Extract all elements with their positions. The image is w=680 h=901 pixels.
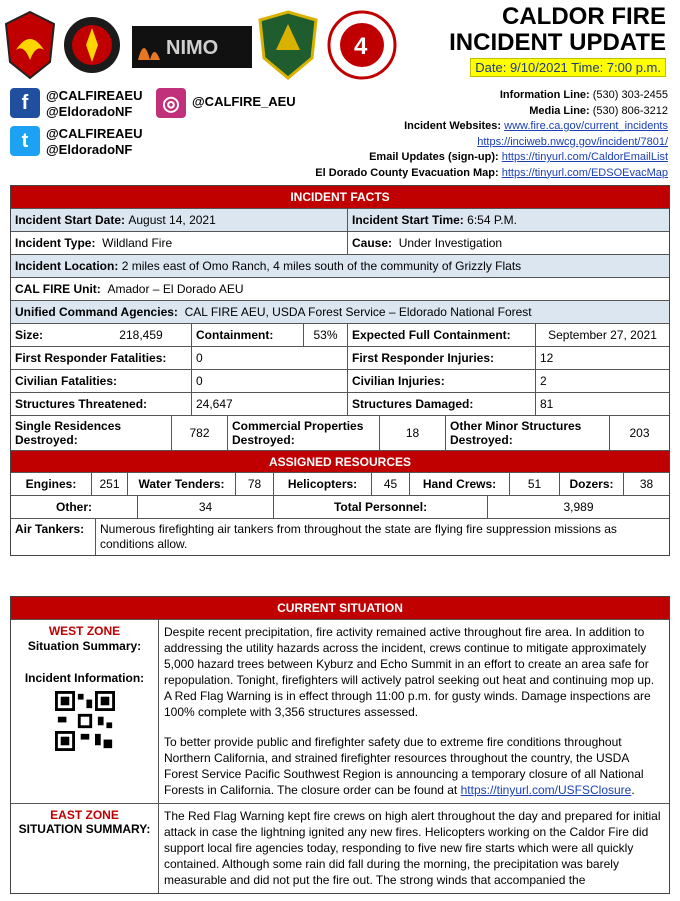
dozers-label: Dozers: <box>559 473 623 495</box>
fr-fatalities-label: First Responder Fatalities: <box>15 351 167 365</box>
current-situation-table <box>10 596 670 894</box>
media-line-label: Media Line: <box>529 104 590 117</box>
websites-label: Incident Websites: <box>404 120 502 132</box>
hand-crews-value: 51 <box>509 473 559 495</box>
engines-value: 251 <box>91 473 127 495</box>
start-date-value: August 14, 2021 <box>128 213 216 227</box>
contact-info <box>315 88 668 181</box>
header <box>0 0 680 84</box>
threatened-value: 24,647 <box>191 393 347 415</box>
west-zone-row <box>11 619 669 803</box>
info-line-value: (530) 303-2455 <box>592 89 668 101</box>
website-link-2[interactable]: https://inciweb.nwcg.gov/incident/7801/ <box>477 135 668 148</box>
civ-fatalities-value: 0 <box>191 370 347 392</box>
unit-label: CAL FIRE Unit: <box>15 282 101 296</box>
date-time-badge: Date: 9/10/2021 Time: 7:00 p.m. <box>470 58 666 77</box>
title-block <box>449 4 666 56</box>
minor-structures-label: Other Minor Structures Destroyed: <box>445 416 609 450</box>
twitter-handle-1[interactable]: @CALFIREAEU <box>46 126 143 141</box>
email-label: Email Updates (sign-up): <box>369 151 499 163</box>
evac-map-link[interactable]: https://tinyurl.com/EDSOEvacMap <box>501 166 668 179</box>
table-row <box>11 277 669 300</box>
civ-injuries-label: Civilian Injuries: <box>347 370 535 392</box>
full-containment-value: September 27, 2021 <box>535 324 669 346</box>
start-date-label: Incident Start Date: <box>15 213 126 227</box>
instagram-handle[interactable]: @CALFIRE_AEU <box>192 94 296 109</box>
minor-structures-value: 203 <box>609 416 669 450</box>
west-summary-label: Situation Summary: <box>27 639 142 653</box>
location-value: 2 miles east of Omo Ranch, 4 miles south of the community of Grizzly Flats <box>121 259 522 273</box>
table-row <box>11 369 669 392</box>
twitter-icon[interactable]: t <box>10 126 40 156</box>
table-row <box>11 323 669 346</box>
fr-injuries-label: First Responder Injuries: <box>347 347 535 369</box>
damaged-value: 81 <box>535 393 669 415</box>
evac-map-label: El Dorado County Evacuation Map: <box>315 166 499 179</box>
east-summary-label: SITUATION SUMMARY: <box>18 822 151 836</box>
title-line-1: CALDOR FIRE <box>502 3 666 30</box>
twitter-row <box>10 126 142 158</box>
table-row <box>11 231 669 254</box>
location-label: Incident Location: <box>15 259 119 273</box>
full-containment-label: Expected Full Containment: <box>347 324 535 346</box>
water-tenders-value: 78 <box>235 473 273 495</box>
commercial-value: 18 <box>379 416 445 450</box>
residences-label: Single Residences Destroyed: <box>15 419 122 447</box>
facebook-handle-1[interactable]: @CALFIREAEU <box>46 88 143 103</box>
east-zone-row <box>11 803 669 893</box>
agencies-value: CAL FIRE AEU, USDA Forest Service – Eldorado National Forest <box>184 305 532 319</box>
hand-crews-label: Hand Crews: <box>409 473 509 495</box>
table-row <box>11 472 669 495</box>
air-tankers-label: Air Tankers: <box>15 522 85 536</box>
qr-code-icon[interactable] <box>55 691 115 751</box>
incident-facts-heading: INCIDENT FACTS <box>11 186 669 208</box>
helicopters-value: 45 <box>371 473 409 495</box>
title-line-2: INCIDENT UPDATE <box>449 29 666 56</box>
instagram-icon[interactable]: ◎ <box>156 88 186 118</box>
table-row <box>11 518 669 555</box>
civ-fatalities-label: Civilian Fatalities: <box>15 374 118 388</box>
cause-value: Under Investigation <box>398 236 503 250</box>
fr-injuries-value: 12 <box>535 347 669 369</box>
threatened-label: Structures Threatened: <box>15 397 148 411</box>
facebook-icon[interactable]: f <box>10 88 40 118</box>
facebook-row <box>10 88 142 120</box>
west-paragraph-2: To better provide public and firefighter safety due to extreme fire conditions throughout Northern California, and strained firefighter resources throughout the country, the USDA Forest Service Pacific Southwest Region is announcing a temporary closure of all National Forests in California. The closure order can be found at <box>164 735 644 797</box>
containment-value: 53% <box>303 324 347 346</box>
current-situation-heading: CURRENT SITUATION <box>11 597 669 619</box>
air-tankers-value: Numerous firefighting air tankers from throughout the state are flying fire suppression missions as conditions allow. <box>95 519 669 555</box>
other-label: Other: <box>56 500 92 514</box>
table-row <box>11 495 669 518</box>
engines-label: Engines: <box>25 477 77 491</box>
size-label: Size: <box>15 328 44 342</box>
website-link-1[interactable]: www.fire.ca.gov/current_incidents <box>504 120 668 132</box>
instagram-row <box>156 88 296 118</box>
incident-facts-table <box>10 185 670 556</box>
twitter-handle-2[interactable]: @EldoradoNF <box>46 142 133 157</box>
svg-text:NIMO: NIMO <box>166 37 219 59</box>
table-row <box>11 415 669 450</box>
media-line-value: (530) 806-3212 <box>592 104 668 117</box>
assigned-resources-heading: ASSIGNED RESOURCES <box>11 450 669 472</box>
water-tenders-label: Water Tenders: <box>127 473 235 495</box>
damaged-label: Structures Damaged: <box>347 393 535 415</box>
helicopters-label: Helicopters: <box>273 473 371 495</box>
dozers-value: 38 <box>623 473 669 495</box>
commercial-label: Commercial Properties Destroyed: <box>227 416 379 450</box>
residences-value: 782 <box>171 416 227 450</box>
unit-value: Amador – El Dorado AEU <box>107 282 244 296</box>
total-personnel-value: 3,989 <box>487 496 669 518</box>
west-zone-title: WEST ZONE <box>48 624 121 638</box>
forest-service-logo <box>258 10 318 80</box>
east-zone-label-cell <box>11 804 159 893</box>
closure-order-link[interactable]: https://tinyurl.com/USFSClosure <box>460 783 632 797</box>
table-row <box>11 300 669 323</box>
email-link[interactable]: https://tinyurl.com/CaldorEmailList <box>501 151 668 163</box>
east-paragraph-1: The Red Flag Warning kept fire crews on high alert throughout the day and prepared for initial attack in case the lightning ignited any new fires. Helicopters working on the Caldor Fire did support local fire agencies today, responding to five new fire starts which were all quickly contained. Although some rain did fall during the morning, the precipitation was barely measurable and did not put the fire out. The strong winds that accompanied the <box>164 809 661 887</box>
incident-type-label: Incident Type: <box>15 236 96 250</box>
table-row <box>11 254 669 277</box>
east-zone-text <box>159 804 669 893</box>
facebook-handle-2[interactable]: @EldoradoNF <box>46 104 133 119</box>
fr-fatalities-value: 0 <box>191 347 347 369</box>
west-zone-label-cell <box>11 620 159 803</box>
social-media <box>10 88 310 178</box>
total-personnel-label: Total Personnel: <box>273 496 487 518</box>
start-time-label: Incident Start Time: <box>352 213 464 227</box>
west-paragraph-1: Despite recent precipitation, fire activity remained active throughout fire area. In addition to addressing the utility hazards across the incident, crews continue to mitigate approximately 5,000 hazard trees between Kyburz and Echo Summit in an effort to create an area safe for repopulation. Tonight, firefighters will actively patrol seeking out heat and continuing mop up. A Red Flag Warning is in effect through 11:00 p.m. for gusty winds. Damage inspections are 100% complete with 3,356 structures assessed. <box>164 625 655 719</box>
west-zone-text: Despite recent precipitation, fire activity remained active throughout fire area. In addition to addressing the utility hazards across the incident, crews continue to mitigate approximately 5,000 hazard trees between Kyburz and Echo Summit in an effort to create an area safe for repopulation. Tonight, firefighters will actively patrol seeking out heat and continuing mop up. A Red Flag Warning is in effect through 11:00 p.m. for gusty winds. Damage inspections are 100% complete with 3,356 structures assessed. To better provide public and firefighter safety due to extreme fire conditions throughout Northern California, and strained firefighter resources throughout the country, the USDA Forest Service Pacific Southwest Region is announcing a temporary closure of all National Forests in California. The closure order can be found at https://tinyurl.com/USFSClosure. <box>159 620 669 803</box>
svg-text:4: 4 <box>354 33 368 60</box>
size-value: 218,459 <box>119 328 163 342</box>
west-info-label: Incident Information: <box>24 671 145 685</box>
table-row <box>11 208 669 231</box>
california-incident-management-logo <box>326 10 398 80</box>
east-zone-title: EAST ZONE <box>50 808 119 822</box>
table-row <box>11 392 669 415</box>
containment-label: Containment: <box>191 324 303 346</box>
agencies-label: Unified Command Agencies: <box>15 305 178 319</box>
info-line-label: Information Line: <box>499 89 590 101</box>
cal-fire-logo <box>4 10 56 80</box>
cause-label: Cause: <box>352 236 393 250</box>
civ-injuries-value: 2 <box>535 370 669 392</box>
incident-type-value: Wildland Fire <box>102 236 173 250</box>
start-time-value: 6:54 P.M. <box>467 213 517 227</box>
other-value: 34 <box>137 496 273 518</box>
fire-department-logo <box>62 10 122 80</box>
nimo-logo <box>132 26 252 68</box>
table-row <box>11 346 669 369</box>
